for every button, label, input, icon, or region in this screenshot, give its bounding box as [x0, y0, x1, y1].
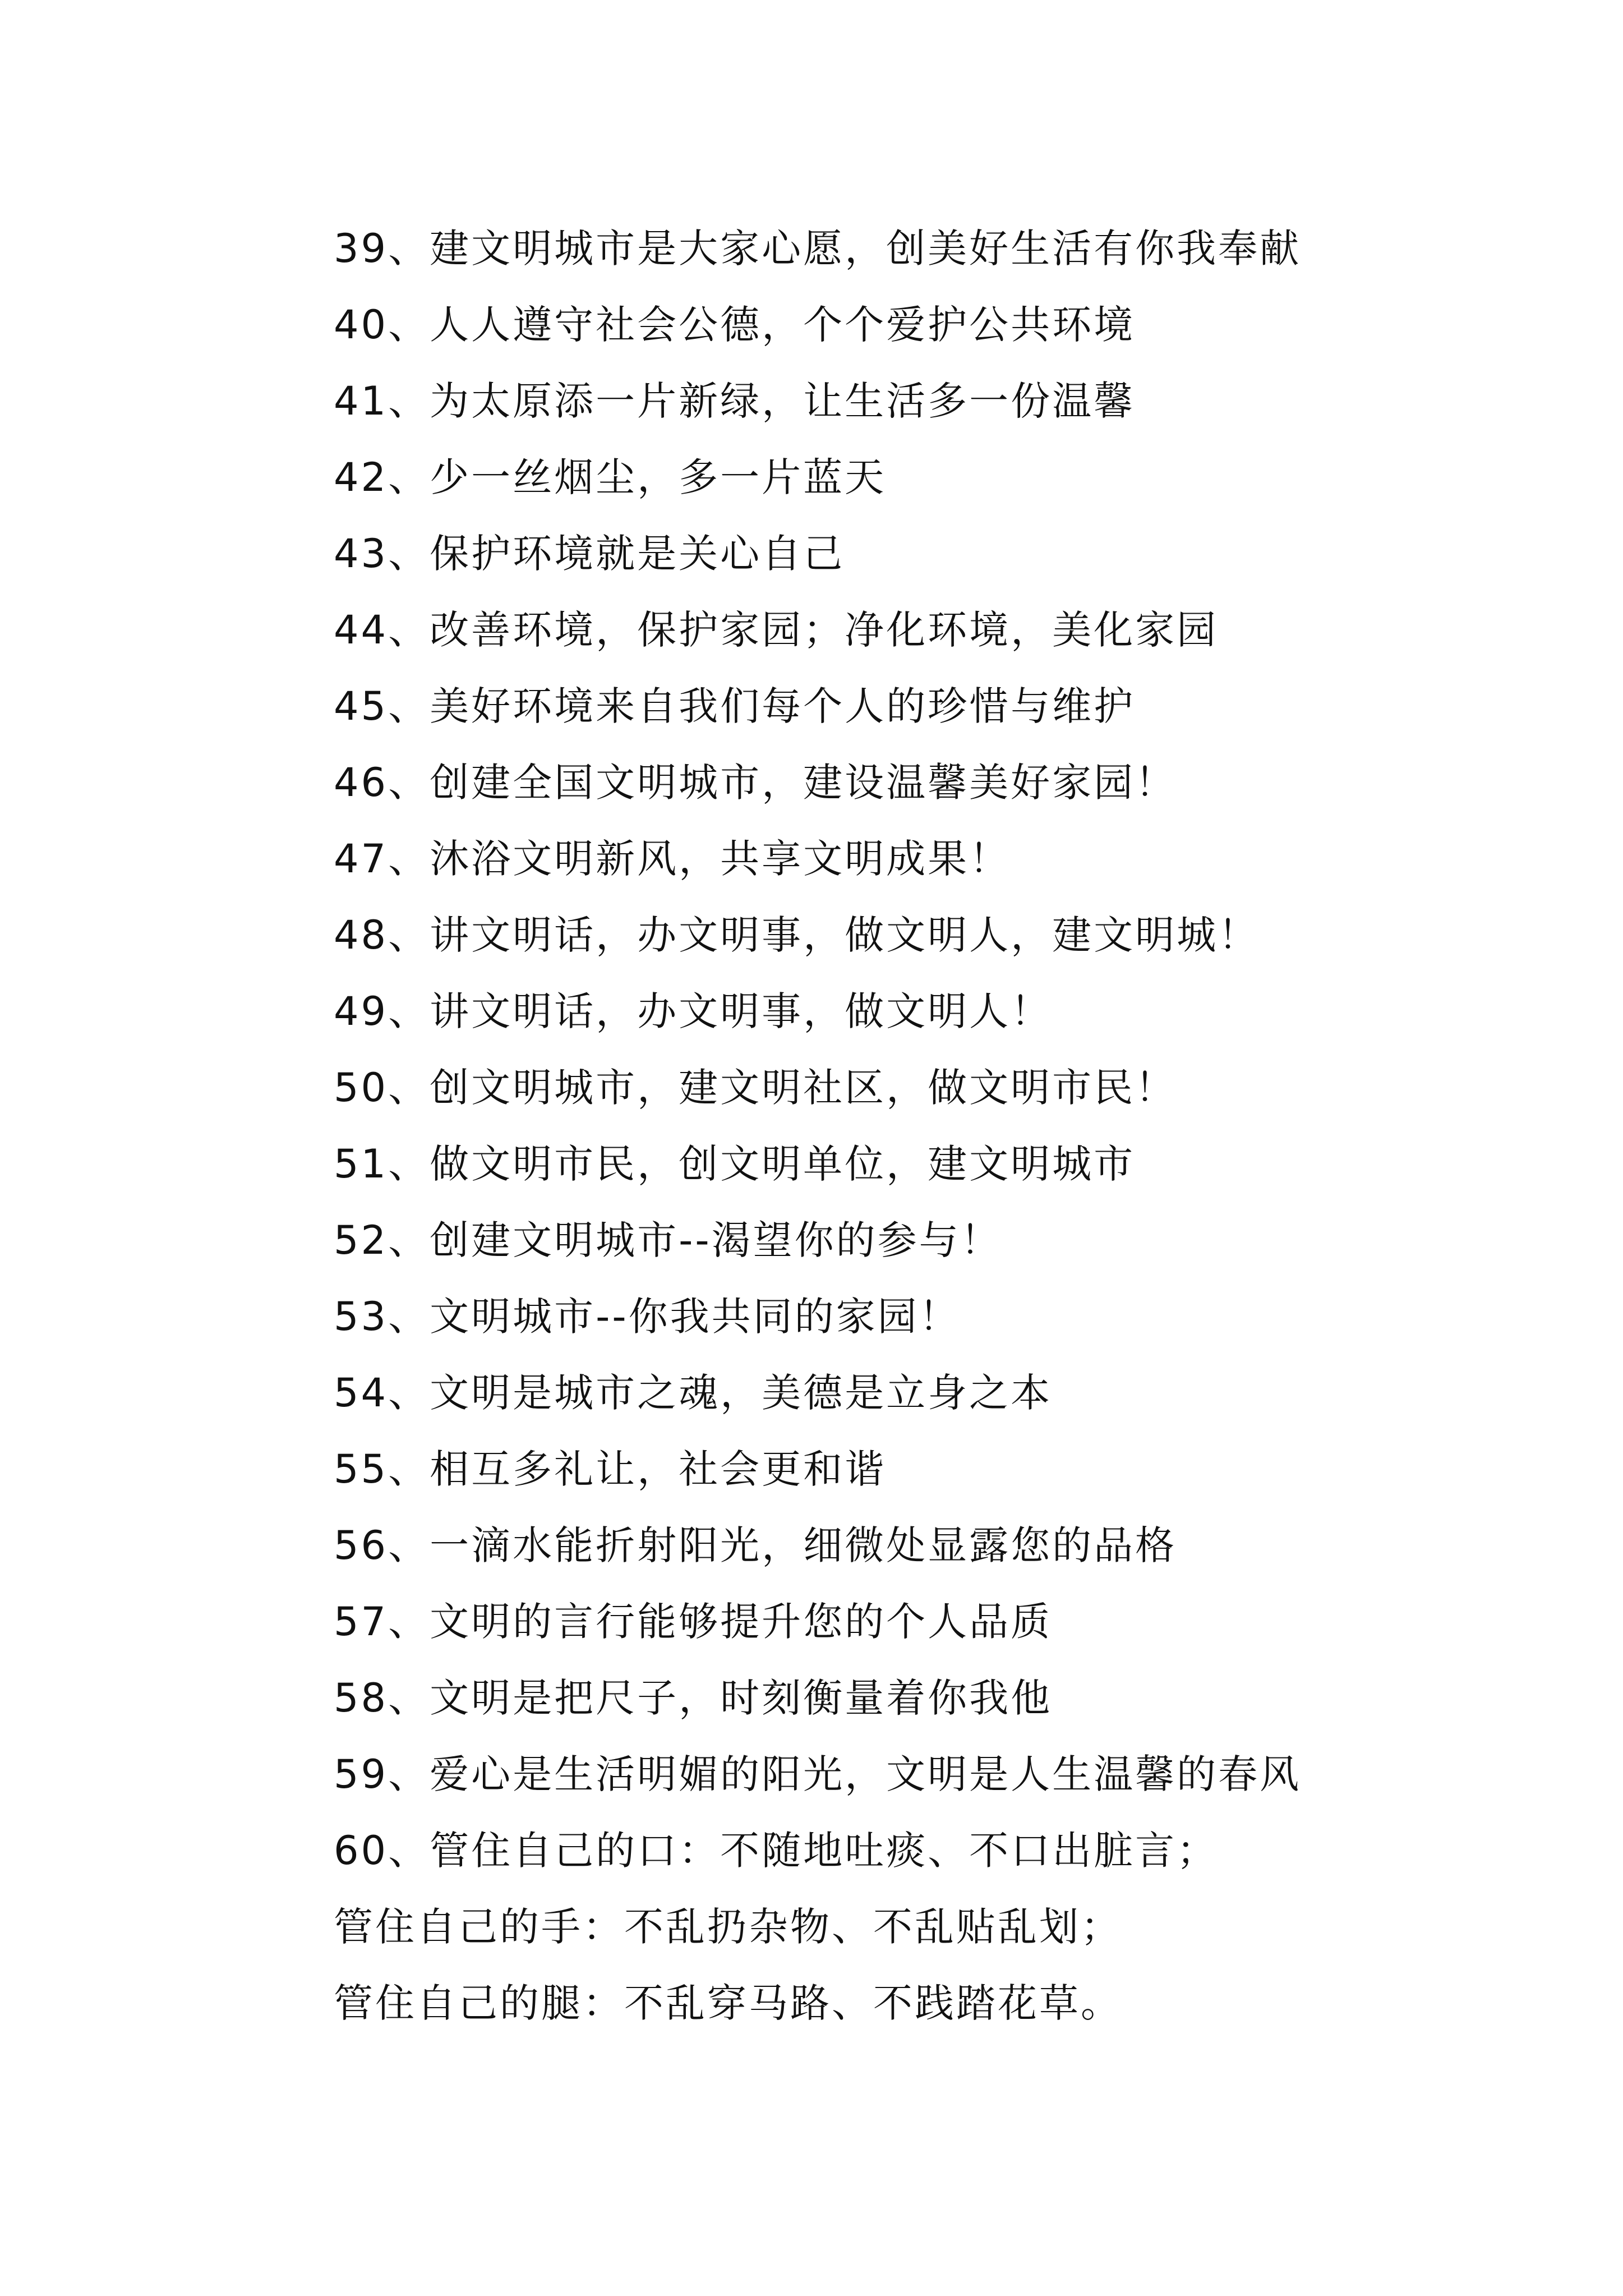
slogan-line-55: 55、相互多礼让，社会更和谐	[334, 1446, 887, 1492]
slogan-line-53: 53、文明城市--你我共同的家园！	[334, 1294, 961, 1340]
slogan-line-44: 44、改善环境，保护家园；净化环境，美化家园	[334, 607, 1219, 653]
slogan-line-59: 59、爱心是生活明媚的阳光，文明是人生温馨的春风	[334, 1751, 1302, 1797]
slogan-line-50: 50、创文明城市，建文明社区，做文明市民！	[334, 1065, 1177, 1111]
slogan-line-39: 39、建文明城市是大家心愿，创美好生活有你我奉献	[334, 226, 1302, 272]
slogan-line-52: 52、创建文明城市--渴望你的参与！	[334, 1217, 1002, 1263]
slogan-line-46: 46、创建全国文明城市，建设温馨美好家园！	[334, 760, 1177, 806]
slogan-line-48: 48、讲文明话，办文明事，做文明人，建文明城！	[334, 912, 1260, 958]
slogan-line-43: 43、保护环境就是关心自己	[334, 531, 845, 577]
slogan-line-49: 49、讲文明话，办文明事，做文明人！	[334, 988, 1053, 1034]
slogan-line-40: 40、人人遵守社会公德，个个爱护公共环境	[334, 302, 1136, 348]
slogan-line-60-cont-1: 管住自己的手：不乱扔杂物、不乱贴乱划；	[334, 1904, 1122, 1950]
slogan-line-56: 56、一滴水能折射阳光，细微处显露您的品格	[334, 1522, 1177, 1568]
slogan-line-54: 54、文明是城市之魂，美德是立身之本	[334, 1370, 1053, 1416]
slogan-line-47: 47、沐浴文明新风，共享文明成果！	[334, 836, 1011, 882]
slogan-line-41: 41、为太原添一片新绿，让生活多一份温馨	[334, 378, 1136, 424]
slogan-line-58: 58、文明是把尺子，时刻衡量着你我他	[334, 1675, 1053, 1721]
slogan-line-42: 42、少一丝烟尘，多一片蓝天	[334, 454, 887, 500]
slogan-list	[334, 210, 1511, 2041]
slogan-line-57: 57、文明的言行能够提升您的个人品质	[334, 1599, 1053, 1645]
slogan-line-51: 51、做文明市民，创文明单位，建文明城市	[334, 1141, 1136, 1187]
slogan-line-60: 60、管住自己的口：不随地吐痰、不口出脏言；	[334, 1828, 1219, 1874]
slogan-line-60-cont-2: 管住自己的腿：不乱穿马路、不践踏花草。	[334, 1980, 1122, 2026]
slogan-line-45: 45、美好环境来自我们每个人的珍惜与维护	[334, 683, 1136, 729]
